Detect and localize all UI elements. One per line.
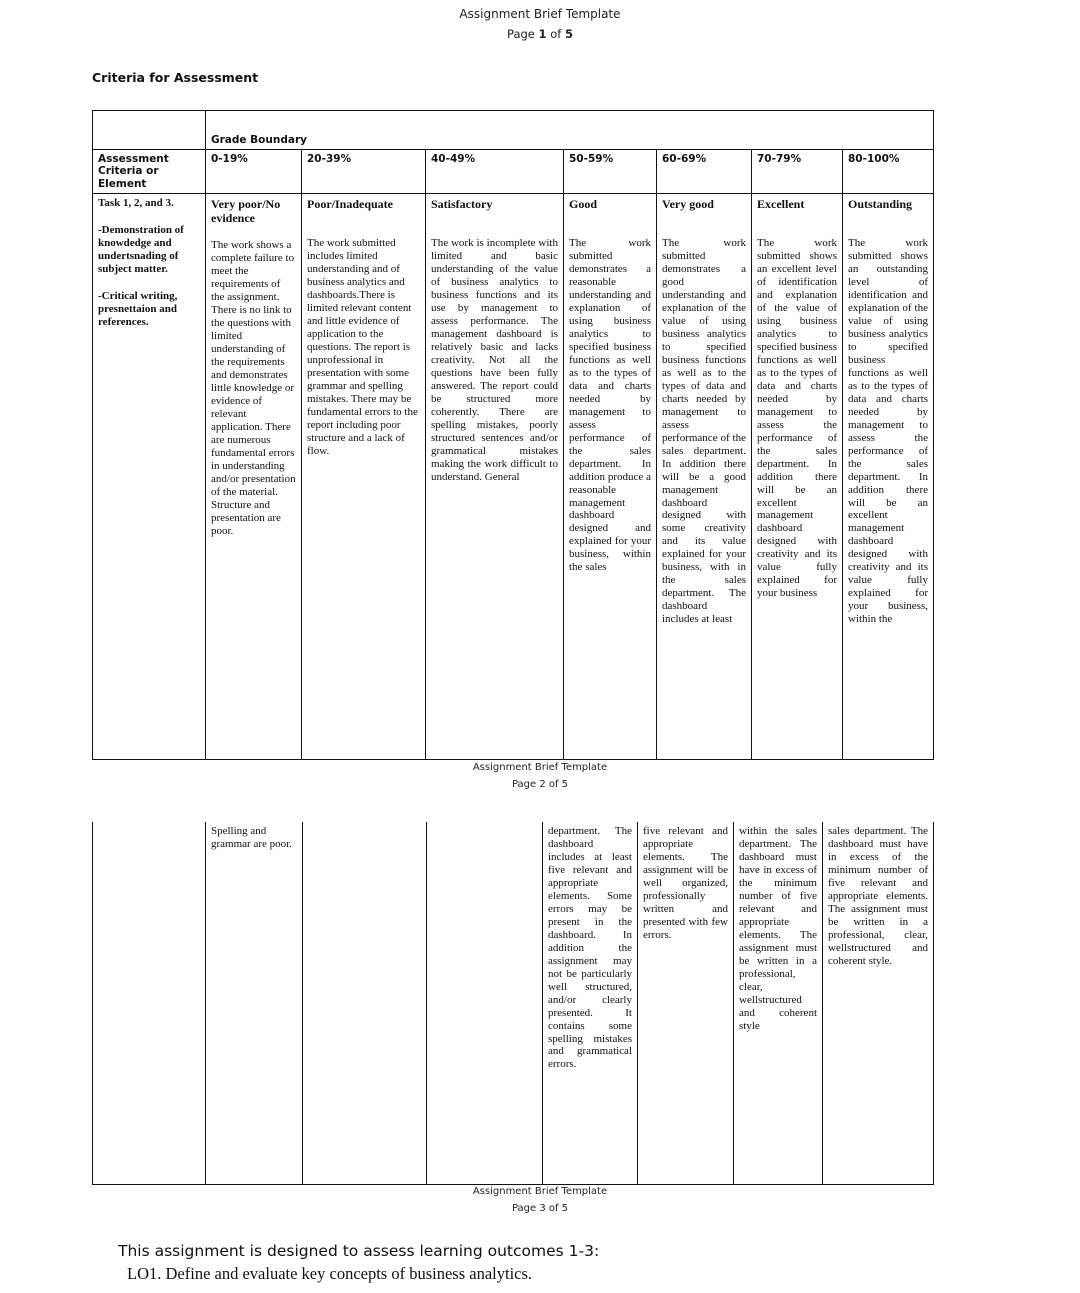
continued-cell-excellent: within the sales department. The dashboard must have in excess of the minimum number of five relevant and appropriate elements. The assignment must be written in a professional, clear, wellstructured and coherent style [734,822,823,1185]
range-40-49: 40-49% [426,150,564,194]
level-description: The work submitted shows an outstanding level of identification and explanation of the value of using business analytics to specified business functions as well as to the types of data and charts needed by management to assess the performance of the sales department. In addition there will be an excellent management dashboard designed with creativity and its value fully explained for your business, within the [848,237,928,626]
level-title: Poor/Inadequate [307,197,394,212]
level-description: The work submitted shows an excellent level of identification and explanation of the value of using business analytics to specified business functions as well as to the types of data and charts needed by management to assess the performance of the sales department. In addition there will be an excellent management dashboard designed with creativity and its value fully explained for your business [757,237,837,600]
level-cell-very-good [657,194,752,760]
criteria-table [92,110,934,760]
level-cell-satisfactory [426,194,564,760]
level-title: Excellent [757,197,805,212]
level-cell-excellent [752,194,843,760]
range-60-69: 60-69% [657,150,752,194]
criterion-knowledge: -Demonstration of knowdedge and undertsnading of subject matter. [98,224,184,275]
level-title: Very good [662,197,714,212]
level-title: Satisfactory [431,197,493,212]
page-header-title: Assignment Brief Template [459,7,621,21]
level-description: The work submitted demonstrates a good understanding and explanation of the value of using business analytics to specified business functions as well as to the types of data and charts needed by management to assess performance of the sales department. In addition there will be a good management dashboard designed with some creativity and its value explained for your business, with in the sales department. The dashboard includes at least [662,237,746,626]
page-number: Page 2 of 5 [511,779,569,790]
range-50-59: 50-59% [564,150,657,194]
criterion-writing: -Critical writing, presnettaion and references. [98,289,178,328]
page-number: Page 3 of 5 [511,1203,569,1214]
grade-boundary-label: Grade Boundary [206,111,934,150]
criteria-header: Assessment Criteria or Element [93,150,206,194]
continued-cell-good: department. The dashboard includes at least five relevant and appropriate elements. Some errors may be present in the dashboard. In addition the assignment may not be particularly well structured, and/or clearly presented. It contains some spelling mistakes and grammatical errors. [543,822,638,1185]
range-70-79: 70-79% [752,150,843,194]
task-label: Task 1, 2, and 3. [98,197,174,210]
range-0-19: 0-19% [206,150,302,194]
learning-outcome-1: LO1. Define and evaluate key concepts of business analytics. [127,1264,533,1283]
range-20-39: 20-39% [302,150,426,194]
level-title: Outstanding [848,197,913,212]
continued-cell-satisfactory [427,822,543,1185]
continued-cell-outstanding: sales department. The dashboard must have in excess of the minimum number of five relevant and appropriate elements. The assignment must be written in a professional, clear, wellstructured and coherent style. [823,822,934,1185]
continued-cell-poor [303,822,427,1185]
level-description: The work submitted includes limited understanding and of business analytics and dashboards.There is limited relevant content and little evidence of application to the questions. The report is unprofessional in presentation with some grammar and spelling mistakes. There may be fundamental errors to the report including poor structure and a lack of flow. [307,237,418,457]
continued-cell-very-poor: Spelling and grammar are poor. [206,822,303,1185]
level-cell-outstanding [843,194,934,760]
level-description: The work is incomplete with limited and basic understanding of the value of business analytics to business functions and its use by management to assess performance. The management dashboard is relatively basic and lacks creativity. Not all the questions have been fully answered. The report could be structured more coherently. There are spelling mistakes, poorly structured sentences and/or grammatical mistakes making the work difficult to understand. General [431,237,558,483]
level-description: The work shows a complete failure to meet the requirements of the assignment. There is no link to the questions with limited understanding of the requirements and demonstrates little knowledge or evidence of relevant application. There are numerous fundamental errors in understanding and/or presentation of the material. Structure and presentation are poor. [211,239,296,537]
learning-outcomes-intro: This assignment is designed to assess learning outcomes 1-3: [118,1242,600,1260]
section-title: Criteria for Assessment [92,70,259,85]
criteria-cell [93,194,206,760]
page-header-title: Assignment Brief Template [472,1186,608,1197]
criteria-table-continued [92,822,934,1185]
page-header-title: Assignment Brief Template [472,762,608,773]
range-80-100: 80-100% [843,150,934,194]
continued-cell-very-good: five relevant and appropriate elements. The assignment will be well organized, professionally written and presented with few errors. [638,822,734,1185]
level-description: The work submitted demonstrates a reasonable understanding and explanation of using business analytics to specified business functions as well as to the types of data and charts needed by management to assess performance of the sales department. In addition produce a reasonable management dashboard designed and explained for your business, within the sales [569,237,651,574]
level-cell-very-poor [206,194,302,760]
level-title: Very poor/No evidence [211,197,281,226]
level-cell-poor [302,194,426,760]
level-cell-good [564,194,657,760]
level-title: Good [569,197,598,212]
table-corner [93,111,206,150]
page-number: Page 1 of 5 [507,27,573,41]
criteria-cell-continued [93,822,206,1185]
